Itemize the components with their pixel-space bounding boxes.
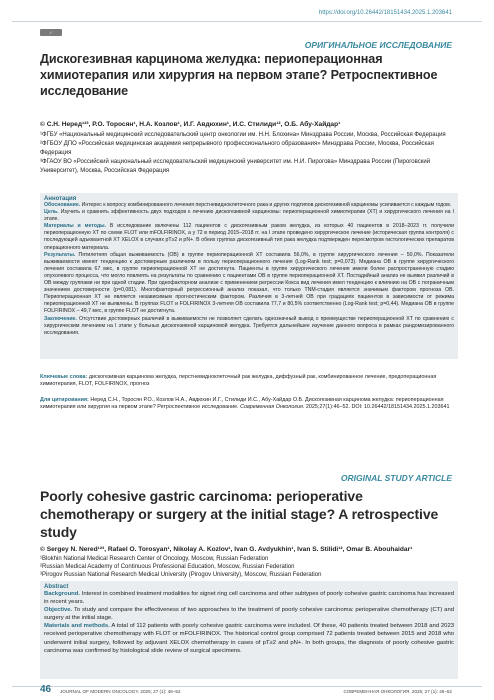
- abs-en-head-0: Background.: [44, 591, 81, 597]
- citation-ru-tail: 2025;27(1):46–52. DOI: 10.26442/18151434.2025.1.203641: [305, 404, 450, 411]
- abs-ru-text-2: В исследование включены 112 пациентов с дискогезивным раком желудка, из которых 40 пациентов в 2018–2023 гг. получили периоперационную ХТ по схеме FLOT или mFOLFIRINOX, а у 72 в период 2015–2018 гг. на I этапе проведено хирургическое лечение (историческая группа контроля) с последующей адъювантной ХТ XELOX в случаях pT≥2 и pN+. В обеих группах дискогезивный тип рака желудка подтвержден пересмотром гистологических препаратов операционного материала.: [44, 223, 454, 251]
- abs-ru-text-1: Изучить и сравнить эффективность двух подходов к лечению дискогезивной карциномы: периоперационной химиотерапии (ХТ) и хирургического лечения на I этапе.: [44, 209, 454, 223]
- citation-ru-text: Неред С.Н., Торосян Р.О., Козлов Н.А., Авдюхин И.Г., Стилиди И.С., Абу-Хайдар О.Б. Дискогезивная карцинома желудка: периоперационная химиотерапия или хирургия на первом этапе? Ретроспективное исследование.: [40, 397, 444, 411]
- abs-en-head-1: Objective.: [44, 607, 73, 614]
- abs-ru-head-0: Обоснование.: [44, 202, 81, 208]
- abstract-ru-label: Аннотация: [44, 196, 77, 202]
- rubric-ru: ОРИГИНАЛЬНОЕ ИССЛЕДОВАНИЕ: [304, 40, 452, 50]
- affiliation-2: ²ФГБОУ ДПО «Российская медицинская академия непрерывного профессионального образования» Минздрава России, Москва, Российская Федерация: [40, 141, 434, 156]
- abstract-en-label: Abstract: [44, 584, 69, 590]
- abs-en-text-2: A total of 112 patients with poorly cohesive gastric carcinoma were included. Of these, 40 patients treated between 2018 and 2023 received perioperative chemotherapy with FLOT or mFOLFIRINOX. The historical control group comprised 72 patients treated between 2015 and 2018 who underwent initial surgery, followed by adjuvant XELOX chemotherapy in cases of pT≥2 and pN+. In both groups, the diagnosis of poorly cohesive gastric carcinoma was confirmed by histological slide review of surgical specimens.: [44, 623, 455, 654]
- footer-rule: [12, 686, 482, 687]
- abs-en-text-0: Interest in combined treatment modalities for signet ring cell carcinoma and other subtypes of poorly cohesive gastric carcinoma has increased in recent years.: [44, 591, 455, 606]
- keywords-ru-text: дискогезивная карцинома желудка, перстневидноклеточный рак желудка, диффузный рак, комбинированное лечение, предоперационная химиотерапия, FLOT, FOLFIRINOX, прогноз: [40, 374, 437, 388]
- footer-right: СОВРЕМЕННАЯ ОНКОЛОГИЯ. 2025; 27 (1): 46–52: [343, 689, 452, 694]
- authors-ru: © С.Н. Неред¹²³, Р.О. Торосян¹, Н.А. Козлов¹, И.Г. Авдюхин¹, И.С. Стилиди¹², О.Б. Абу-Хайдар¹: [40, 121, 341, 128]
- abs-ru-text-3: Пятилетняя общая выживаемость (ОВ) в группе периоперационной ХТ составила 56,0%, в группе хирургического лечения – 50,0%. Показатели выживаемости имеют тенденцию к достоверным различиям в пользу периоперационного лечения (Log-Rank test; p=0,073). Медиана ОВ в группе хирургического лечения составила 67 мес, в группе периоперационной ХТ не достигнута. Пациенты в группе хирургического лечения имели более распространенную стадию опухолевого процесса, что могло повлиять на результаты по сравнению с пациентами ОВ в группе периоперационной ХТ. Постадийный анализ не выявил различий в ОВ между группами ни при одной стадии. При однофакторном анализе с применением регрессии Кокса вид лечения имел тенденцию к влиянию на ОВ с пограничным значением достоверности (p=0,081). Многофакторный регрессионный анализ показал, что только TNM-стадия является значимым фактором прогноза ОВ. Периоперационная ХТ не является независимым прогностическим фактором. Различия в 3-летней ОВ при градациях пациентов в зависимости от режима периоперационной ХТ не выявлены. В группах FLOT и FOLFIRINOX 3-летняя ОВ составила 77,7 и 80,5% соответственно (Log-Rank test; p=0,44). Медиана ОВ в группе FOLFIRINOX – 49,7 мес, в группе FLOT не достигнута.: [44, 251, 454, 315]
- top-rule: [12, 21, 482, 22]
- affiliations-en: [40, 555, 460, 580]
- keywords-ru: [40, 374, 458, 388]
- abs-ru-head-3: Результаты.: [44, 251, 76, 258]
- abs-ru-head-4: Заключение.: [44, 315, 77, 322]
- authors-en: © Sergey N. Nered¹²³, Rafael O. Torosyan¹, Nikolay A. Kozlov¹, Ivan G. Avdyukhin¹, Ivan S. Stilidi¹², Omar B. Abouhaidar¹: [40, 546, 413, 553]
- abs-en-text-1: To study and compare the effectiveness of two approaches to the treatment of poorly cohesive carcinoma: perioperative chemotherapy (CT) and surgery at the initial stage.: [44, 607, 454, 622]
- page-number: 46: [40, 684, 52, 695]
- affiliation-3: ³ФГАОУ ВО «Российский национальный исследовательский медицинский университет им. Н.И. Пирогова» Минздрава России (Пироговский Университет), Москва, Российская Федерация: [40, 159, 431, 174]
- abs-en-head-2: Materials and methods.: [44, 623, 110, 630]
- abstract-en: [40, 581, 458, 679]
- title-en: Poorly cohesive gastric carcinoma: perioperative chemotherapy or surgery at the initial stage? A retrospective study: [40, 488, 439, 540]
- rubric-en: ORIGINAL STUDY ARTICLE: [340, 473, 452, 483]
- citation-ru: [40, 397, 458, 411]
- citation-ru-journal: Современная Онкология.: [240, 404, 305, 411]
- abstract-ru-text: [44, 202, 454, 337]
- doi-link[interactable]: https://doi.org/10.26442/18151434.2025.1.203641: [318, 10, 452, 16]
- keywords-ru-head: Ключевые слова:: [40, 374, 88, 380]
- abstract-en-text: [44, 590, 454, 655]
- abstract-ru: [40, 193, 458, 359]
- citation-ru-head: Для цитирования:: [40, 397, 89, 403]
- affiliation-1: ¹ФГБУ «Национальный медицинский исследовательский центр онкологии им. Н.Н. Блохина» Минздрава России, Москва, Российская Федерация: [40, 132, 446, 138]
- abs-ru-text-0: Интерес к вопросу комбинированного лечения перстневидноклеточного рака и других подтипов дискогезивной карциномы усиливается с каждым годом.: [81, 202, 452, 208]
- affiliation-en-3: ³Pirogov Russian National Research Medical University (Pirogov University), Moscow, Russian Federation: [40, 572, 322, 579]
- footer-left: JOURNAL OF MODERN ONCOLOGY. 2025; 27 (1): 46–52: [60, 689, 181, 694]
- title-ru: Дискогезивная карцинома желудка: периоперационная химиотерапия или хирургия на первом этапе? Ретроспективное исследование: [40, 52, 438, 98]
- abs-ru-head-1: Цель.: [44, 209, 59, 216]
- affiliation-en-2: ²Russian Medical Academy of Continuous Professional Education, Moscow, Russian Federation: [40, 564, 295, 571]
- abs-ru-head-2: Материалы и методы.: [44, 223, 107, 230]
- affiliation-en-1: ¹Blokhin National Medical Research Center of Oncology, Moscow, Russian Federation: [40, 556, 269, 562]
- protected-badge: ✓ PROTECTED: [40, 30, 65, 42]
- affiliations-ru: [40, 131, 460, 176]
- abs-ru-text-4: Отсутствие достоверных различий в выживаемости не позволяет сделать однозначный вывод о преимуществе периоперационной ХТ по сравнению с хирургическим лечением на I этапе у больных дискогезивной карциномой желудка. Требуется дальнейшее изучение данного вопроса в рамках рандомизированного исследования.: [44, 315, 454, 336]
